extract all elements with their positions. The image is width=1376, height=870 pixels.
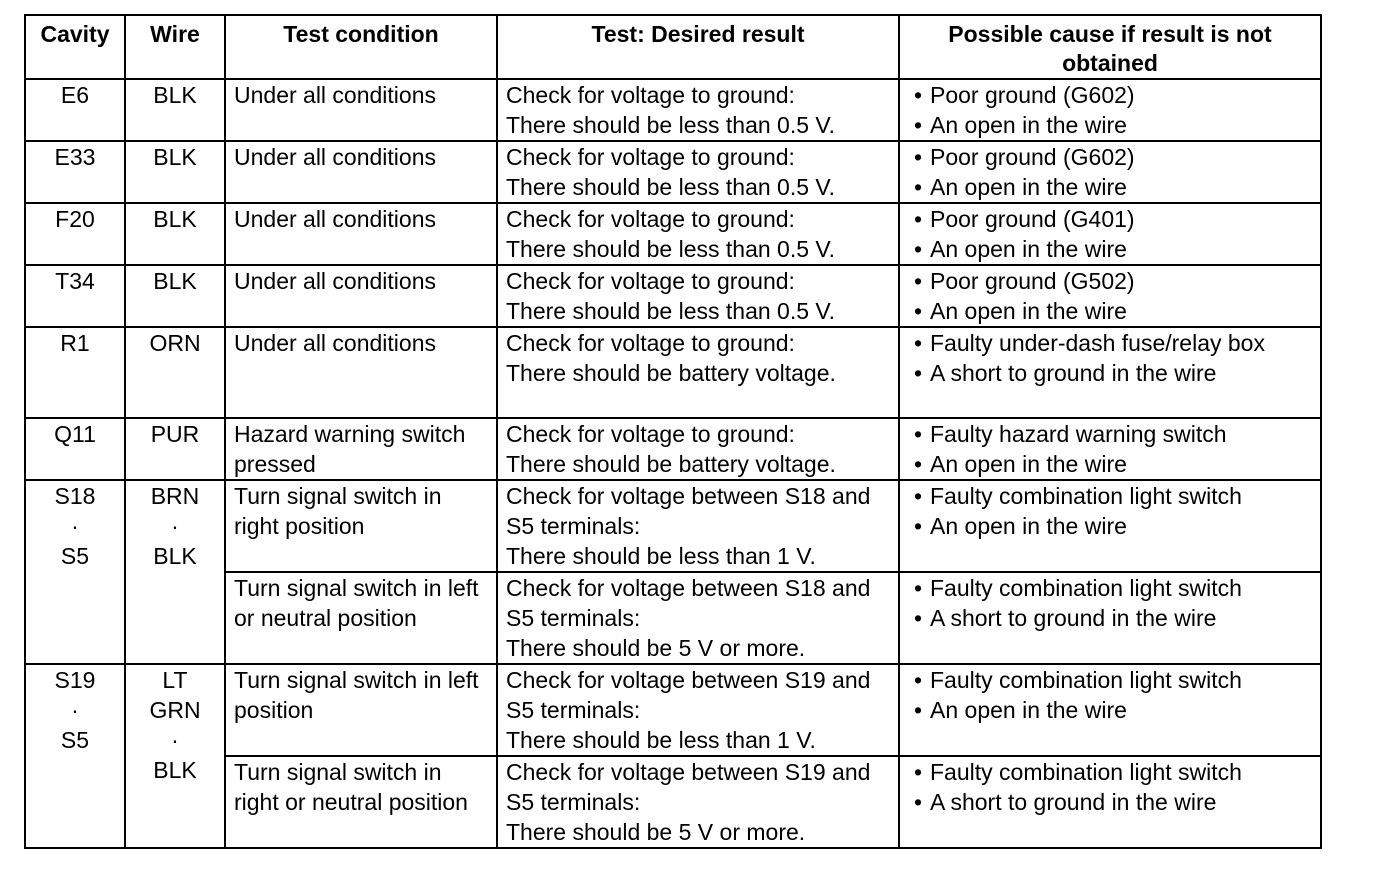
cause-item: • Faulty combination light switch — [908, 665, 1312, 695]
table-row — [25, 79, 1321, 141]
condition-cell — [225, 756, 497, 848]
cavity-value: E33 — [54, 144, 96, 170]
cause-item: • Faulty hazard warning switch — [908, 419, 1312, 449]
wire-value: BLK — [153, 543, 197, 569]
cause-item: • Faulty combination light switch — [908, 481, 1312, 511]
wire-cell — [125, 79, 225, 141]
cavity-value: S19 — [54, 667, 96, 693]
result-line: There should be battery voltage. — [506, 451, 836, 477]
result-line: There should be less than 0.5 V. — [506, 174, 836, 200]
result-cell — [497, 141, 899, 203]
result-line: There should be less than 0.5 V. — [506, 236, 836, 262]
condition-text: Hazard warning switch pressed — [234, 421, 466, 477]
condition-cell — [225, 418, 497, 480]
header-wire: Wire — [125, 15, 225, 79]
cavity-value: Q11 — [54, 421, 96, 447]
cavity-value: E6 — [60, 82, 90, 108]
table-row — [25, 141, 1321, 203]
wire-test-table — [24, 14, 1322, 849]
result-cell — [497, 664, 899, 756]
wire-value: BLK — [153, 757, 197, 783]
condition-text: Under all conditions — [234, 268, 437, 294]
wire-cell — [125, 664, 225, 848]
header-possible-cause: Possible cause if result is not obtained — [899, 15, 1321, 79]
table-row — [25, 418, 1321, 480]
cause-item: • An open in the wire — [908, 695, 1312, 725]
condition-cell — [225, 664, 497, 756]
condition-text: Under all conditions — [234, 82, 437, 108]
cavity-value: T34 — [55, 268, 95, 294]
cause-item: • Poor ground (G602) — [908, 80, 1312, 110]
table-row — [25, 327, 1321, 418]
result-cell — [497, 480, 899, 572]
condition-cell — [225, 141, 497, 203]
cause-item: • An open in the wire — [908, 234, 1312, 264]
result-line: Check for voltage between S19 and S5 terminals: — [506, 667, 871, 723]
wire-cell — [125, 265, 225, 327]
table-row — [25, 265, 1321, 327]
result-cell — [497, 203, 899, 265]
table-row — [25, 203, 1321, 265]
result-line: There should be less than 1 V. — [506, 727, 816, 753]
cause-list — [908, 80, 1312, 140]
wire-value: BLK — [153, 82, 197, 108]
condition-cell — [225, 327, 497, 418]
wire-cell — [125, 480, 225, 664]
cavity-cell — [25, 265, 125, 327]
wire-cell — [125, 203, 225, 265]
cause-item: • An open in the wire — [908, 296, 1312, 326]
result-cell — [497, 572, 899, 664]
result-line: Check for voltage to ground: — [506, 421, 795, 447]
cause-cell — [899, 327, 1321, 418]
result-line: There should be battery voltage. — [506, 360, 836, 386]
cause-list — [908, 665, 1312, 725]
condition-text: Under all conditions — [234, 330, 437, 356]
cavity-value: S18 — [54, 483, 96, 509]
cavity-cell — [25, 664, 125, 848]
cause-cell — [899, 572, 1321, 664]
result-line: There should be less than 0.5 V. — [506, 298, 836, 324]
result-line: Check for voltage to ground: — [506, 206, 795, 232]
result-cell — [497, 327, 899, 418]
wire-value: BLK — [153, 268, 197, 294]
cause-cell — [899, 480, 1321, 572]
condition-text: Under all conditions — [234, 144, 437, 170]
cause-item: • An open in the wire — [908, 110, 1312, 140]
condition-text: Turn signal switch in left position — [234, 667, 479, 723]
cause-cell — [899, 79, 1321, 141]
cause-item: • An open in the wire — [908, 172, 1312, 202]
wire-separator: · — [171, 727, 179, 753]
cavity-cell — [25, 327, 125, 418]
header-cavity: Cavity — [25, 15, 125, 79]
cause-cell — [899, 664, 1321, 756]
cause-cell — [899, 756, 1321, 848]
cause-list — [908, 204, 1312, 264]
cause-list — [908, 573, 1312, 633]
cause-item: • An open in the wire — [908, 511, 1312, 541]
wire-value: BLK — [153, 206, 197, 232]
condition-cell — [225, 572, 497, 664]
result-line: There should be 5 V or more. — [506, 819, 806, 845]
header-desired-result: Test: Desired result — [497, 15, 899, 79]
cause-list — [908, 328, 1312, 388]
wire-value: ORN — [149, 330, 201, 356]
cause-item: • An open in the wire — [908, 449, 1312, 479]
wire-value: BLK — [153, 144, 197, 170]
cavity-separator: · — [71, 513, 79, 539]
cavity-separator: · — [71, 697, 79, 723]
result-cell — [497, 418, 899, 480]
header-test-condition: Test condition — [225, 15, 497, 79]
cause-list — [908, 757, 1312, 817]
condition-cell — [225, 203, 497, 265]
result-line: Check for voltage to ground: — [506, 330, 795, 356]
cavity-cell — [25, 141, 125, 203]
result-cell — [497, 265, 899, 327]
condition-text: Turn signal switch in right or neutral position — [234, 759, 468, 815]
condition-text: Under all conditions — [234, 206, 437, 232]
result-cell — [497, 756, 899, 848]
result-line: Check for voltage to ground: — [506, 268, 795, 294]
cause-cell — [899, 418, 1321, 480]
cavity-value: R1 — [60, 330, 90, 356]
condition-text: Turn signal switch in left or neutral position — [234, 575, 479, 631]
cavity-cell — [25, 418, 125, 480]
result-line: There should be 5 V or more. — [506, 635, 806, 661]
cause-list — [908, 419, 1312, 479]
cause-item: • Faulty combination light switch — [908, 757, 1312, 787]
cause-item: • Poor ground (G502) — [908, 266, 1312, 296]
cause-list — [908, 481, 1312, 541]
condition-cell — [225, 265, 497, 327]
condition-text: Turn signal switch in right position — [234, 483, 442, 539]
wire-cell — [125, 418, 225, 480]
cavity-cell — [25, 203, 125, 265]
cause-cell — [899, 203, 1321, 265]
result-line: Check for voltage to ground: — [506, 144, 795, 170]
table-row — [25, 664, 1321, 756]
cause-cell — [899, 141, 1321, 203]
result-line: Check for voltage to ground: — [506, 82, 795, 108]
result-line: Check for voltage between S18 and S5 terminals: — [506, 483, 871, 539]
result-line: There should be less than 1 V. — [506, 543, 816, 569]
cavity-value: S5 — [60, 543, 90, 569]
result-line: There should be less than 0.5 V. — [506, 112, 836, 138]
cavity-cell — [25, 480, 125, 664]
cavity-cell — [25, 79, 125, 141]
condition-cell — [225, 480, 497, 572]
cause-item: • A short to ground in the wire — [908, 358, 1312, 388]
wire-value: GRN — [149, 697, 201, 723]
result-cell — [497, 79, 899, 141]
cavity-value: F20 — [55, 206, 95, 232]
header-row — [25, 15, 1321, 79]
result-line: Check for voltage between S19 and S5 terminals: — [506, 759, 871, 815]
wire-value: PUR — [150, 421, 200, 447]
wire-cell — [125, 141, 225, 203]
table-row — [25, 480, 1321, 572]
cause-item: • Poor ground (G602) — [908, 142, 1312, 172]
cause-item: • A short to ground in the wire — [908, 603, 1312, 633]
cause-item: • Faulty under-dash fuse/relay box — [908, 328, 1312, 358]
cause-item: • Faulty combination light switch — [908, 573, 1312, 603]
cavity-value: S5 — [60, 727, 90, 753]
result-line: Check for voltage between S18 and S5 terminals: — [506, 575, 871, 631]
cause-item: • Poor ground (G401) — [908, 204, 1312, 234]
cause-list — [908, 142, 1312, 202]
cause-cell — [899, 265, 1321, 327]
wire-value: LT — [162, 667, 188, 693]
wire-value: BRN — [150, 483, 200, 509]
cause-item: • A short to ground in the wire — [908, 787, 1312, 817]
condition-cell — [225, 79, 497, 141]
wire-cell — [125, 327, 225, 418]
cause-list — [908, 266, 1312, 326]
wire-separator: · — [171, 513, 179, 539]
